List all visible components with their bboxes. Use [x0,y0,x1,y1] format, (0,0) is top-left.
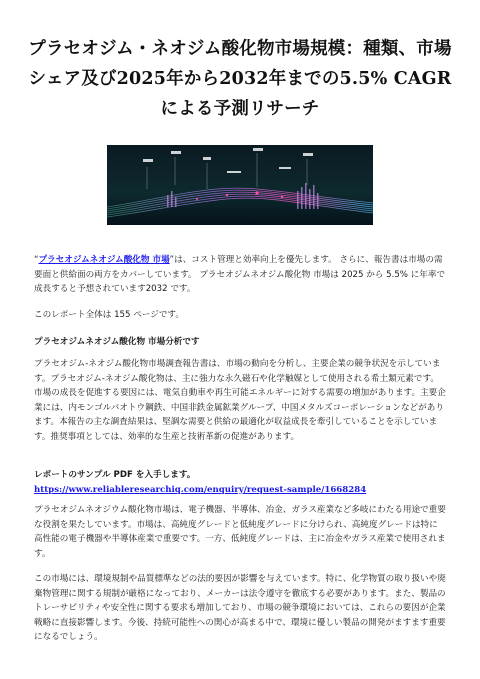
usage-paragraph: プラセオジムネオジウム酸化物市場は、電子機器、半導体、冶金、ガラス産業など多岐にわたる用途で重要な役割を果たしています。市場は、高純度グレードと低純度グレードに分けられ、高純度グレードは特に高性能の電子機器や半導体産業で重要です。一方、低純度グレードは、主に冶金やガラス産業で使用されます。 [34,505,446,559]
regulation-paragraph: この市場には、環境規制や品質標準などの法的要因が影響を与えています。特に、化学物質の取り扱いや廃棄物管理に関する規制が厳格になっており、メーカーは法令遵守を徹底する必要があります。また、製品のトレーサビリティや安全性に関する要求も増加しており、市場の競争環境においては、これらの要因が企業戦略に直接影響します。今後、持続可能性への関心が高まる中で、環境に優しい製品の開発がますます重要になるでしょう。 [34,574,446,642]
intro-paragraph [34,253,446,297]
intro-text: ”は、コスト管理と効率向上を優先します。 さらに、報告書は市場の需要面と供給面の両方をカバーしています。 プラセオジムネオジム酸化物 市場は 2025 から 5.5% に年率で成長すると予想されています2032 です。 [34,255,446,294]
page-count-note: このレポート全体は 155 ページです。 [34,310,184,320]
section-heading: プラセオジムネオジム酸化物 市場分析です [34,337,200,347]
quote-open: “ [34,255,39,265]
sample-request-link[interactable]: https://www.reliableresearchiq.com/enquiry/request-sample/1668284 [34,484,367,495]
market-name-link[interactable]: プラセオジムネオジム酸化物 市場 [38,255,170,265]
sample-request-line [34,468,446,497]
analysis-paragraph: プラセオジム-ネオジム酸化物市場調査報告書は、市場の動向を分析し、主要企業の競争状況を示しています。プラセオジム-ネオジム酸化物は、主に強力な永久磁石や化学触媒として使用される希土類元素です。市場の成長を促進する要因には、電気自動車や再生可能エネルギーに対する需要の増加があります。主要企業には、内モンゴルバオトウ鋼鉄、中国非鉄金属鉱業グループ、中国メタルズコーポレーションなどがあります。本報告の主な調査結果は、堅調な需要と供給の最適化が収益成長を牽引していることを示しています。推奨事項としては、効率的な生産と技術革新の促進があります。 [34,359,446,442]
hero-image-data-visualization [107,145,373,225]
sample-label: レポートのサンプル PDF を入手します。 [34,470,196,480]
report-title: プラセオジム・ネオジム酸化物市場規模：種類、市場シェア及び2025年から2032年までの5.5% CAGRによる予測リサーチ [28,39,452,119]
